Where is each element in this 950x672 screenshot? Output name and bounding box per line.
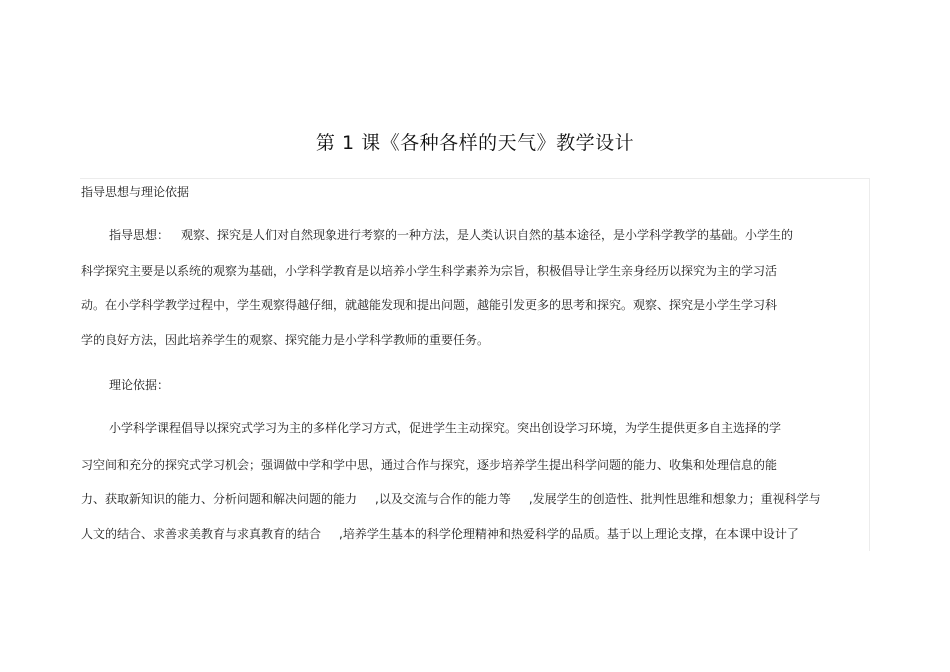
theory-paragraph-line-2: 习空间和充分的探究式学习机会；强调做中学和学中思，通过合作与探究，逐步培养学生提出科学问题的能力、收集和处理信息的能	[81, 458, 778, 472]
theory-text-4b: ,培养学生基本的科学伦理精神和热爱科学的品质。基于以上理论支撑，在本课中设计了	[339, 527, 799, 541]
theory-paragraph-line-3	[81, 491, 821, 507]
theory-paragraph-line-1: 小学科学课程倡导以探究式学习为主的多样化学习方式，促进学生主动探究。突出创设学习环境，为学生提供更多自主选择的学	[109, 421, 782, 435]
theory-label: 理论依据：	[109, 378, 170, 392]
theory-text-3c: ,发展学生的创造性、批判性思维和想象力；重视科学与	[528, 492, 821, 506]
guiding-paragraph-line-2: 科学探究主要是以系统的观察为基础，小学科学教育是以培养小学生科学素养为宗旨，积极倡导让学生亲身经历以探究为主的学习活	[81, 264, 778, 278]
document-title: 第 1 课《各种各样的天气》教学设计	[315, 132, 635, 154]
theory-text-3a: 力、获取新知识的能力、分析问题和解决问题的能力	[81, 492, 358, 506]
guiding-paragraph-line-1	[109, 227, 793, 243]
content-section	[80, 178, 870, 551]
section-heading: 指导思想与理论依据	[81, 185, 190, 199]
guiding-label: 指导思想：	[109, 228, 170, 242]
theory-text-3b: ,以及交流与合作的能力等	[375, 492, 511, 506]
theory-text-4a: 人文的结合、求善求美教育与求真教育的结合	[81, 527, 322, 541]
guiding-paragraph-line-4: 学的良好方法，因此培养学生的观察、探究能力是小学科学教师的重要任务。	[81, 333, 490, 347]
theory-paragraph-line-4	[81, 526, 799, 542]
guiding-paragraph-line-3: 动。在小学科学教学过程中，学生观察得越仔细，就越能发现和提出问题，越能引发更多的思考和探究。观察、探究是小学生学习科	[81, 298, 778, 312]
guiding-text-1: 观察、探究是人们对自然现象进行考察的一种方法，是人类认识自然的基本途径，是小学科学教学的基础。小学生的	[181, 228, 794, 242]
